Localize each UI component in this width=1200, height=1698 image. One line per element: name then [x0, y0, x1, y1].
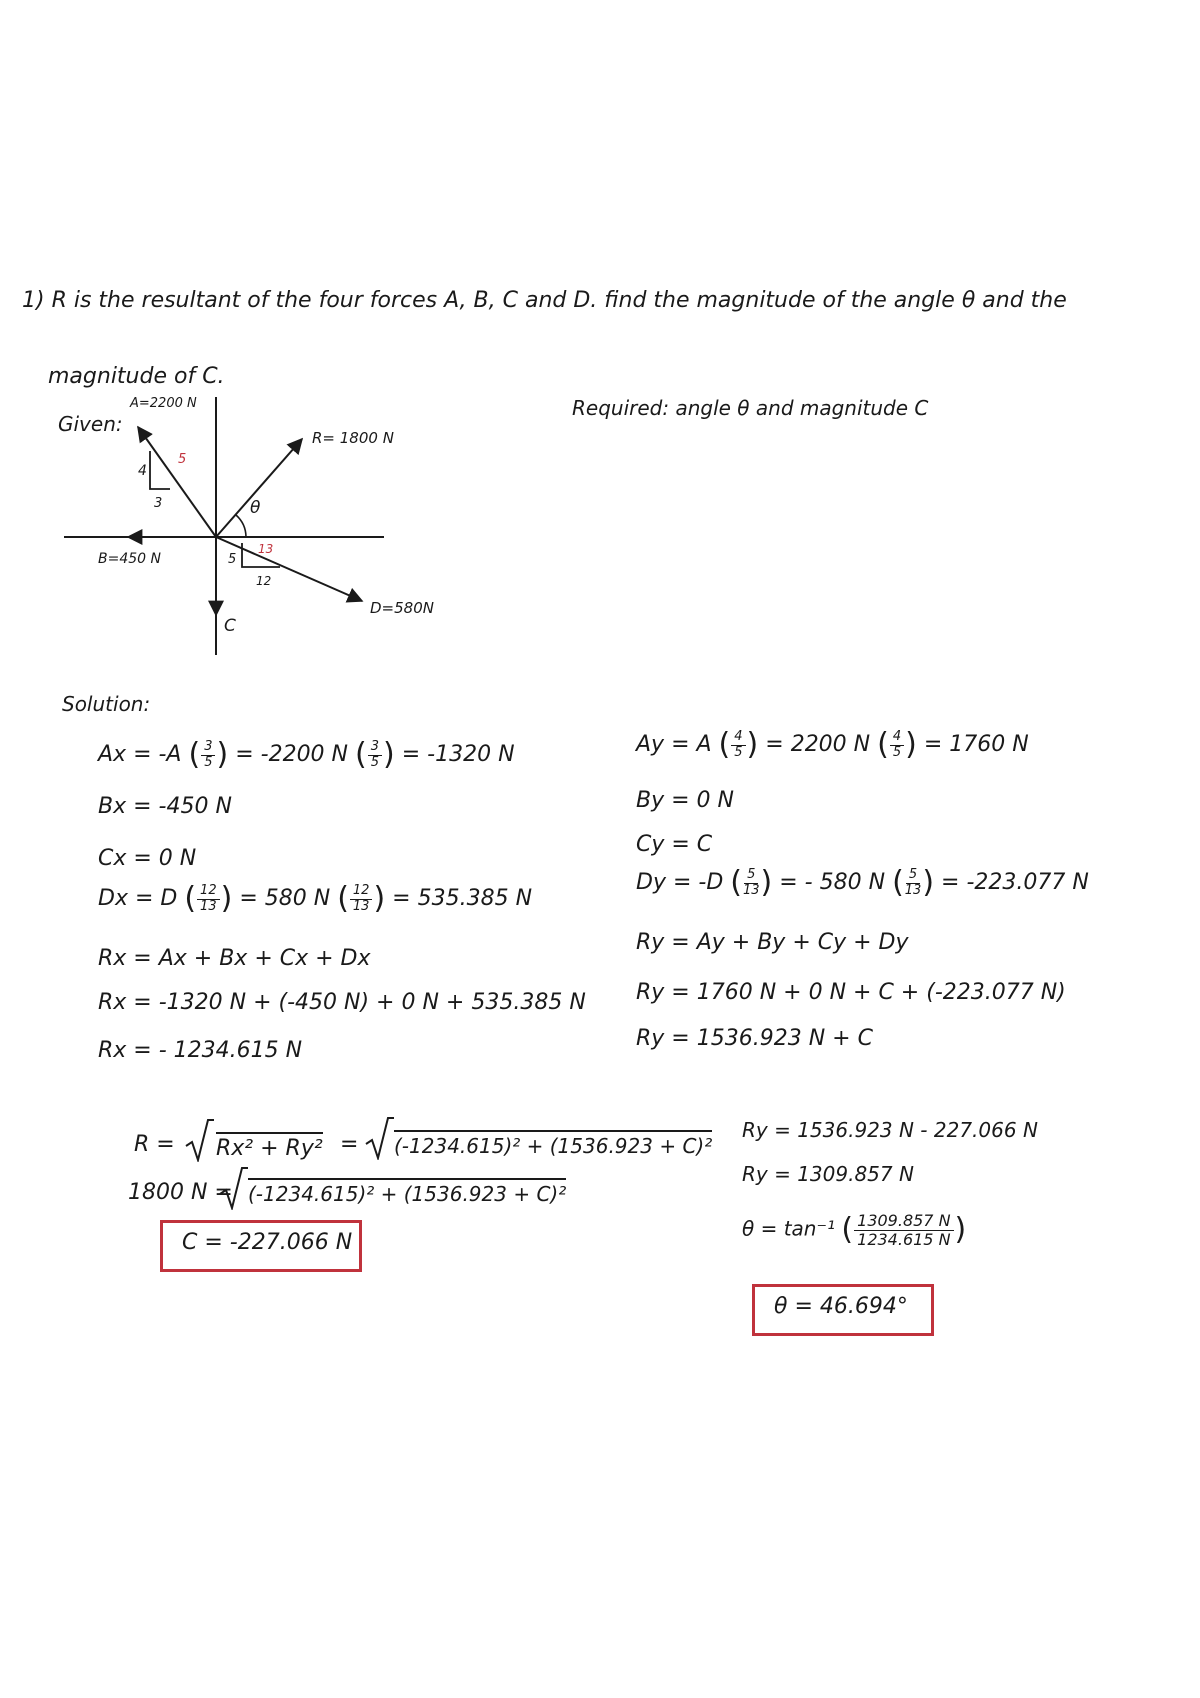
radical-sign	[184, 1118, 214, 1162]
radical-sign	[218, 1166, 248, 1210]
theta-equation: θ = tan⁻¹ ( $\frac{1309.857 N}{1234.615 N}$ )	[742, 1211, 967, 1249]
force-r-label: R= 1800 N	[312, 429, 394, 447]
tri-a-vertical-label: 4	[138, 463, 147, 479]
cy-equation: Cy = C	[636, 832, 713, 857]
force-d-label: D=580N	[370, 599, 434, 617]
by-equation: By = 0 N	[636, 788, 734, 813]
dy-equation: Dy = -D ( $\frac{5}{13}$ ) = - 580 N ( $\frac{5}{13}$ ) = -223.077 N	[636, 865, 1089, 900]
force-diagram	[50, 395, 510, 665]
tri-d-vertical-label: 5	[228, 552, 237, 567]
r-value-radicand: (-1234.615)² + (1536.923 + C)²	[248, 1178, 566, 1204]
theta-label: θ	[250, 498, 261, 518]
rx-substitution: Rx = -1320 N + (-450 N) + 0 N + 535.385 N	[98, 990, 586, 1015]
bx-equation: Bx = -450 N	[98, 794, 232, 819]
r-magnitude-lhs: R =	[134, 1132, 175, 1157]
rx-result: Rx = - 1234.615 N	[98, 1038, 303, 1063]
c-answer: C = -227.066 N	[182, 1230, 353, 1255]
given-label: Given:	[58, 412, 123, 436]
force-d-arrow	[216, 537, 362, 601]
rx-sum-equation: Rx = Ax + Bx + Cx + Dx	[98, 946, 371, 971]
force-a-label: A=2200 N	[130, 396, 197, 411]
solution-label: Solution:	[62, 692, 151, 716]
r-radicand-components: Rx² + Ry²	[216, 1132, 323, 1160]
tri-d-hypotenuse-label: 13	[258, 542, 274, 556]
problem-statement-line-1: 1) R is the resultant of the four forces A, B, C and D. find the magnitude of the angle θ and the	[22, 288, 1067, 313]
r-equals: =	[340, 1132, 359, 1157]
theta-answer: θ = 46.694°	[774, 1294, 908, 1319]
ry-final-substitution: Ry = 1536.923 N - 227.066 N	[742, 1118, 1038, 1142]
problem-statement-line-2: magnitude of C.	[48, 364, 225, 389]
force-c-label: C	[224, 616, 236, 636]
radical-sign	[364, 1116, 394, 1160]
theta-arc	[236, 515, 246, 537]
ax-equation: Ax = -A ( $\frac{3}{5}$ ) = -2200 N ( $\frac{3}{5}$ ) = -1320 N	[98, 737, 515, 772]
cx-equation: Cx = 0 N	[98, 846, 197, 871]
tri-a-hypotenuse-label: 5	[178, 452, 187, 467]
r-radicand-expression: (-1234.615)² + (1536.923 + C)²	[394, 1130, 712, 1156]
force-r-arrow	[216, 439, 302, 537]
force-b-label: B=450 N	[98, 551, 161, 567]
tri-d-horizontal-label: 12	[256, 574, 272, 588]
required-label: Required: angle θ and magnitude C	[572, 396, 929, 420]
ry-sum-equation: Ry = Ay + By + Cy + Dy	[636, 930, 909, 955]
ry-result: Ry = 1536.923 N + C	[636, 1026, 873, 1051]
tri-a-horizontal-label: 3	[154, 496, 163, 511]
dx-equation: Dx = D ( $\frac{12}{13}$ ) = 580 N ( $\frac{12}{13}$ ) = 535.385 N	[98, 881, 533, 916]
r-value-lhs: 1800 N =	[128, 1180, 233, 1205]
ry-final-result: Ry = 1309.857 N	[742, 1162, 914, 1186]
ay-equation: Ay = A ( $\frac{4}{5}$ ) = 2200 N ( $\frac{4}{5}$ ) = 1760 N	[636, 727, 1029, 762]
ry-substitution: Ry = 1760 N + 0 N + C + (-223.077 N)	[636, 980, 1066, 1005]
